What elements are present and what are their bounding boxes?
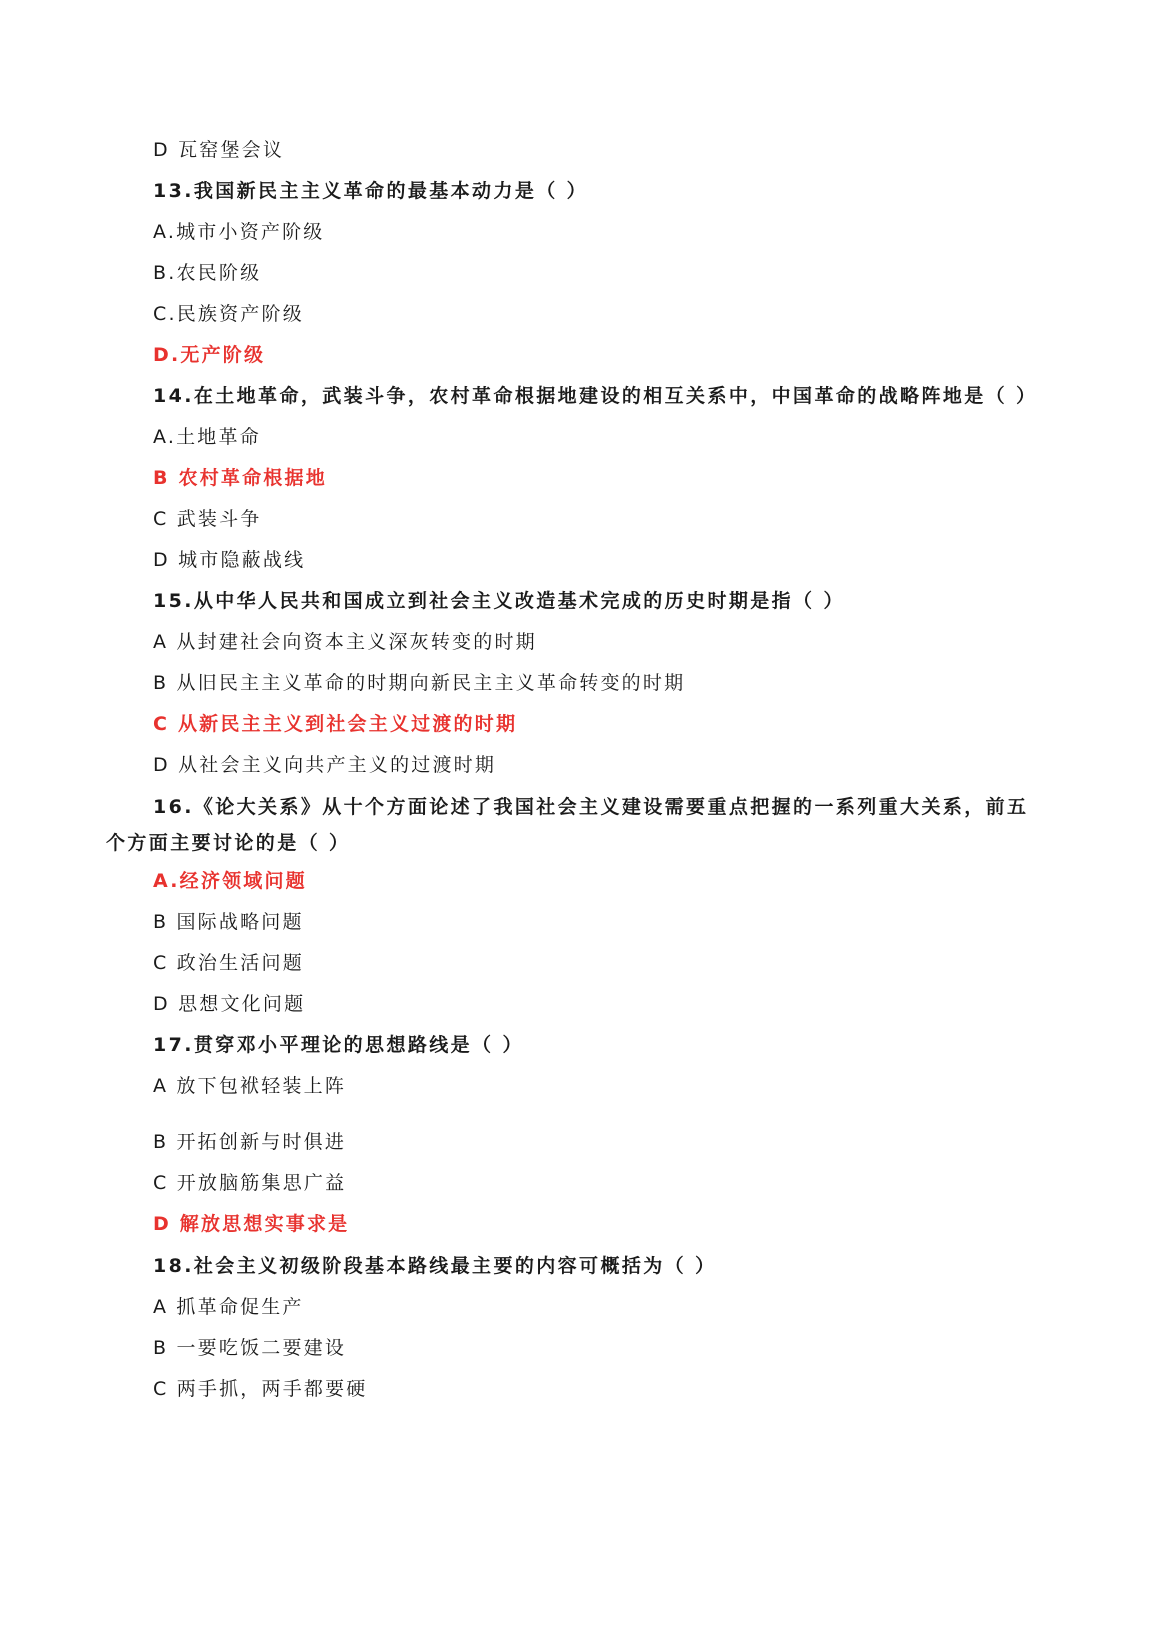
option-c-q18: C 两手抓，两手都要硬: [153, 1378, 368, 1400]
option-c-q13: C.民族资产阶级: [153, 303, 304, 325]
answer-d-q17: D 解放思想实事求是: [153, 1213, 350, 1235]
option-b-q13: B.农民阶级: [153, 262, 262, 284]
answer-b-q14: B 农村革命根据地: [153, 467, 327, 489]
answer-d-q13: D.无产阶级: [153, 344, 266, 366]
question-13: 13.我国新民主主义革命的最基本动力是（ ）: [153, 180, 589, 202]
question-17: 17.贯穿邓小平理论的思想路线是（ ）: [153, 1034, 524, 1056]
option-d-q14: D 城市隐蔽战线: [153, 549, 306, 571]
option-a-q14: A.土地革命: [153, 426, 261, 448]
option-d-q12: D 瓦窑堡会议: [153, 139, 285, 161]
option-a-q17: A 放下包袱轻装上阵: [153, 1075, 347, 1097]
option-d-q16: D 思想文化问题: [153, 993, 306, 1015]
option-b-q18: B 一要吃饭二要建设: [153, 1337, 347, 1359]
question-14: 14.在土地革命，武装斗争，农村革命根据地建设的相互关系中，中国革命的战略阵地是（ ）: [153, 385, 1038, 407]
option-b-q16: B 国际战略问题: [153, 911, 304, 933]
question-15: 15.从中华人民共和国成立到社会主义改造基术完成的历史时期是指（ ）: [153, 590, 845, 612]
option-a-q15: A 从封建社会向资本主义深灰转变的时期: [153, 631, 537, 653]
option-d-q15: D 从社会主义向共产主义的过渡时期: [153, 754, 497, 776]
option-c-q17: C 开放脑筋集思广益: [153, 1172, 347, 1194]
answer-a-q16: A.经济领域问题: [153, 870, 307, 892]
option-a-q18: A 抓革命促生产: [153, 1296, 304, 1318]
question-18: 18.社会主义初级阶段基本路线最主要的内容可概括为（ ）: [153, 1255, 717, 1277]
option-c-q14: C 武装斗争: [153, 508, 262, 530]
answer-c-q15: C 从新民主主义到社会主义过渡的时期: [153, 713, 518, 735]
option-c-q16: C 政治生活问题: [153, 952, 304, 974]
question-16-continued: 个方面主要讨论的是（ ）: [106, 832, 351, 854]
option-a-q13: A.城市小资产阶级: [153, 221, 325, 243]
question-16: 16.《论大关系》从十个方面论述了我国社会主义建设需要重点把握的一系列重大关系，前五: [153, 796, 1029, 818]
option-b-q15: B 从旧民主主义革命的时期向新民主主义革命转变的时期: [153, 672, 686, 694]
option-b-q17: B 开拓创新与时俱进: [153, 1131, 347, 1153]
